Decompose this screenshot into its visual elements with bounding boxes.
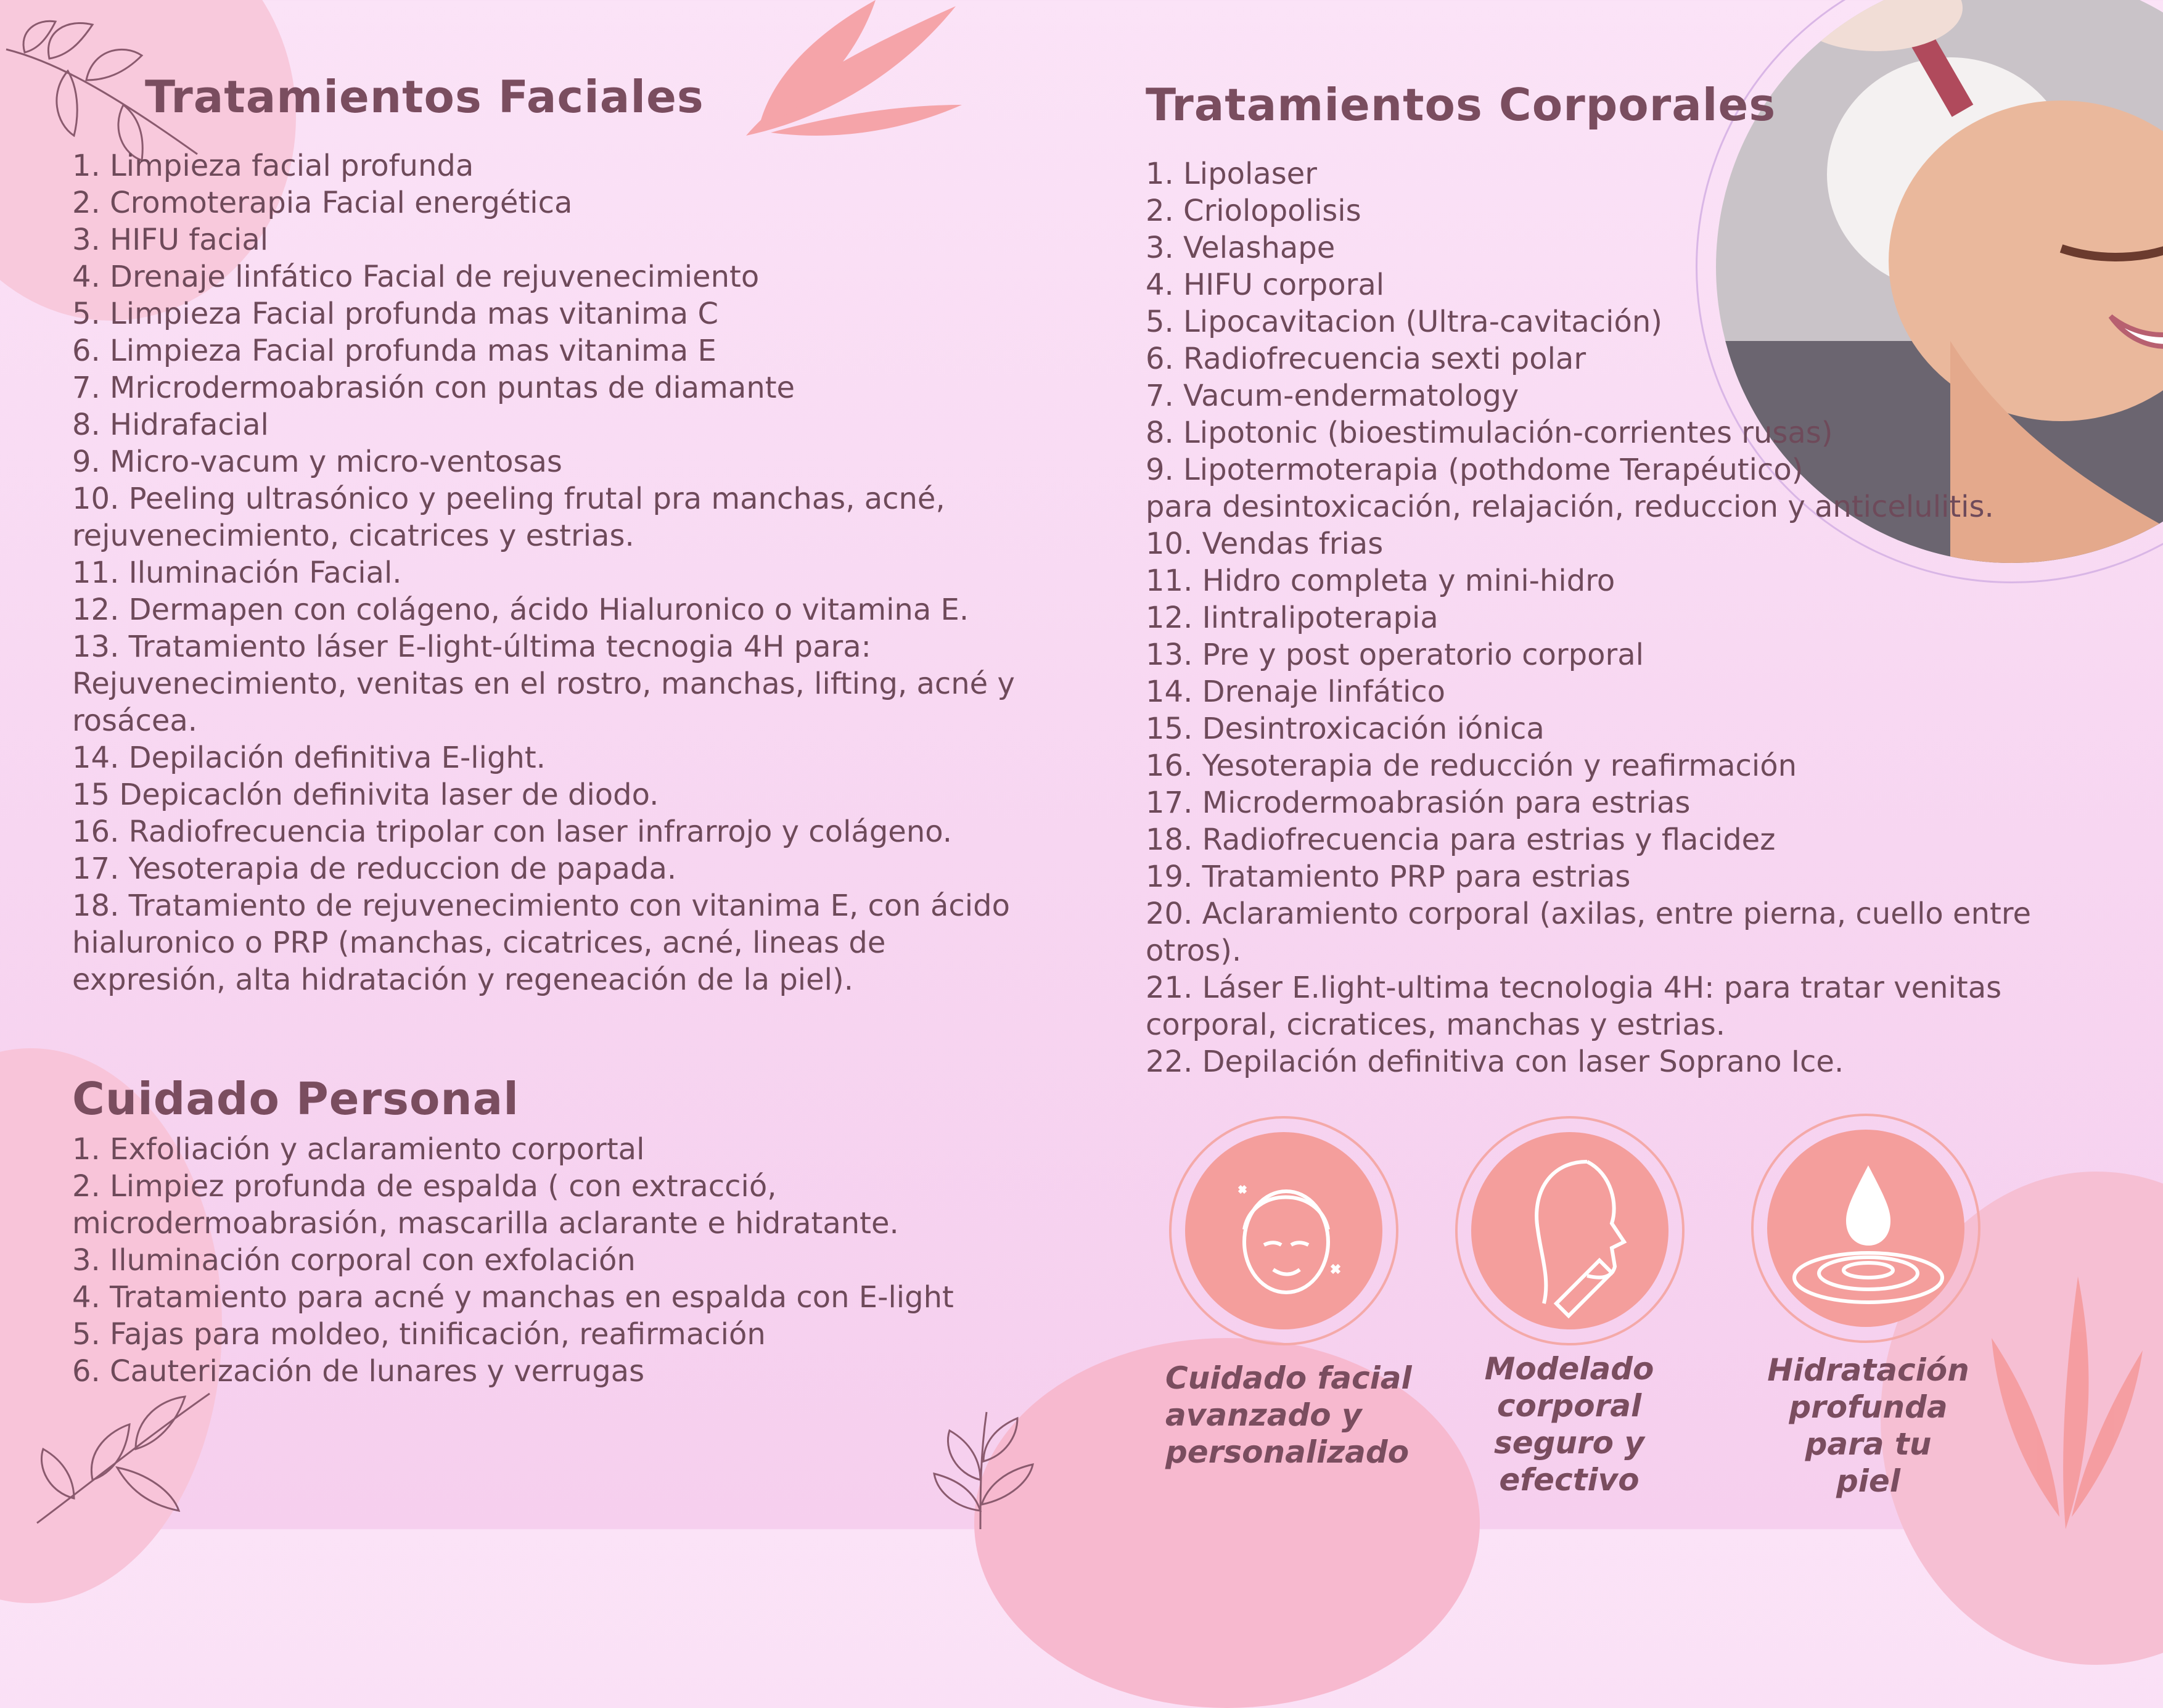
corporal-list-item: 1. Lipolaser — [1146, 157, 1317, 191]
corporal-list-item: 7. Vacum-endermatology — [1146, 379, 1519, 413]
facial-list-item: 18. Tratamiento de rejuvenecimiento con vitanima E, con ácido — [72, 889, 1010, 923]
facial-list-item: expresión, alta hidratación y regeneación de la piel). — [72, 963, 853, 997]
corporal-list-item: 21. Láser E.light-ultima tecnologia 4H: para tratar venitas — [1146, 971, 2002, 1005]
facial-title: Tratamientos Faciales — [145, 71, 704, 123]
facial-list-item: hialuronico o PRP (manchas, cicatrices, acné, lineas de — [72, 926, 886, 960]
corporal-section — [1146, 79, 2108, 1080]
personal-title: Cuidado Personal — [72, 1073, 519, 1125]
facial-list-item: 12. Dermapen con colágeno, ácido Hialuronico o vitamina E. — [72, 593, 969, 627]
facial-list-item: 8. Hidrafacial — [72, 408, 269, 442]
facial-list-item: 17. Yesoterapia de reduccion de papada. — [72, 852, 677, 886]
facial-list-item: rosácea. — [72, 704, 198, 738]
badge-caption: Modelado corporal seguro y efectivo — [1484, 1351, 1654, 1498]
corporal-list-item: 20. Aclaramiento corporal (axilas, entre pierna, cuello entre — [1146, 897, 2032, 931]
personal-list-item: 1. Exfoliación y aclaramiento corportal — [72, 1132, 645, 1167]
facial-list — [72, 147, 1071, 998]
personal-list-item: 2. Limpiez profunda de espalda ( con extracció, — [72, 1169, 777, 1204]
corporal-list-item: 15. Desintroxicación iónica — [1146, 712, 1545, 746]
facial-list-item: 9. Micro-vacum y micro-ventosas — [72, 445, 562, 479]
corporal-title: Tratamientos Corporales — [1146, 79, 1776, 131]
facial-list-item: 2. Cromoterapia Facial energética — [72, 186, 573, 220]
facial-list-item: Rejuvenecimiento, venitas en el rostro, manchas, lifting, acné y — [72, 667, 1015, 701]
facial-list-item: 1. Limpieza facial profunda — [72, 149, 474, 183]
corporal-list-item: 8. Lipotonic (bioestimulación-corrientes rusas) — [1146, 416, 1833, 450]
corporal-list-item: 22. Depilación definitiva con laser Soprano Ice. — [1146, 1045, 1844, 1079]
corporal-list-item: 19. Tratamiento PRP para estrias — [1146, 860, 1631, 894]
corporal-list-item: 16. Yesoterapia de reducción y reafirmación — [1146, 749, 1797, 783]
personal-list-item: 6. Cauterización de lunares y verrugas — [72, 1354, 645, 1389]
corporal-list-item: para desintoxicación, relajación, reduccion y anticelulitis. — [1146, 490, 1994, 524]
corporal-list-item: 18. Radiofrecuencia para estrias y flacidez — [1146, 823, 1776, 857]
corporal-list-item: corporal, cicratices, manchas y estrias. — [1146, 1008, 1726, 1042]
badge-face-care — [1169, 1116, 1398, 1345]
facial-list-item: 15 Depicaclón definivita laser de diodo. — [72, 778, 659, 812]
palm-leaf-icon — [1985, 1270, 2146, 1529]
corporal-list-item: 4. HIFU corporal — [1146, 268, 1385, 302]
leaf-branch-icon — [25, 1381, 222, 1529]
facial-list-item: 5. Limpieza Facial profunda mas vitanima C — [72, 297, 718, 331]
personal-list-item: 5. Fajas para moldeo, tinificación, reafirmación — [72, 1317, 766, 1352]
corporal-list-item: 14. Drenaje linfático — [1146, 675, 1446, 709]
badge-hydration — [1751, 1114, 1980, 1343]
badge-body-contour — [1455, 1116, 1685, 1345]
face-care-icon — [1172, 1119, 1401, 1348]
facial-section — [72, 71, 1071, 998]
personal-list-item: 3. Iluminación corporal con exfolación — [72, 1243, 636, 1278]
leaf-branch-icon — [919, 1406, 1042, 1529]
corporal-list-item: 3. Velashape — [1146, 231, 1336, 265]
water-drop-icon — [1754, 1116, 1983, 1345]
facial-list-item: 13. Tratamiento láser E-light-última tecnogia 4H para: — [72, 630, 871, 664]
facial-list-item: 11. Iluminación Facial. — [72, 556, 402, 590]
corporal-list-item: 17. Microdermoabrasión para estrias — [1146, 786, 1691, 820]
corporal-list-item: 6. Radiofrecuencia sexti polar — [1146, 342, 1586, 376]
personal-list — [72, 1131, 1071, 1390]
badge-caption: Cuidado facial avanzado y personalizado — [1165, 1360, 1412, 1470]
corporal-list-item: 12. Iintralipoterapia — [1146, 601, 1439, 635]
facial-list-item: 14. Depilación definitiva E-light. — [72, 741, 546, 775]
personal-section — [72, 1073, 1071, 1390]
body-contour-icon — [1458, 1119, 1687, 1348]
corporal-list-item: 2. Criolopolisis — [1146, 194, 1361, 228]
personal-list-item: microdermoabrasión, mascarilla aclarante e hidratante. — [72, 1206, 899, 1241]
facial-list-item: 16. Radiofrecuencia tripolar con laser infrarrojo y colágeno. — [72, 815, 953, 849]
corporal-list-item: otros). — [1146, 934, 1242, 968]
personal-list-item: 4. Tratamiento para acné y manchas en espalda con E-light — [72, 1280, 954, 1315]
corporal-list-item: 11. Hidro completa y mini-hidro — [1146, 564, 1615, 598]
facial-list-item: 3. HIFU facial — [72, 223, 269, 257]
corporal-list-item: 13. Pre y post operatorio corporal — [1146, 638, 1644, 672]
facial-list-item: 4. Drenaje linfático Facial de rejuvenecimiento — [72, 260, 760, 294]
facial-list-item: 10. Peeling ultrasónico y peeling frutal pra manchas, acné, — [72, 482, 945, 516]
facial-list-item: 7. Mricrodermoabrasión con puntas de diamante — [72, 371, 795, 405]
corporal-list-item: 9. Lipotermoterapia (pothdome Terapéutico) — [1146, 453, 1804, 487]
facial-list-item: rejuvenecimiento, cicatrices y estrias. — [72, 519, 634, 553]
corporal-list-item: 10. Vendas frias — [1146, 527, 1384, 561]
corporal-list-item: 5. Lipocavitacion (Ultra-cavitación) — [1146, 305, 1663, 339]
corporal-list — [1146, 155, 2108, 1080]
badge-caption: Hidratación profunda para tu piel — [1767, 1352, 1969, 1499]
facial-list-item: 6. Limpieza Facial profunda mas vitanima E — [72, 334, 716, 368]
